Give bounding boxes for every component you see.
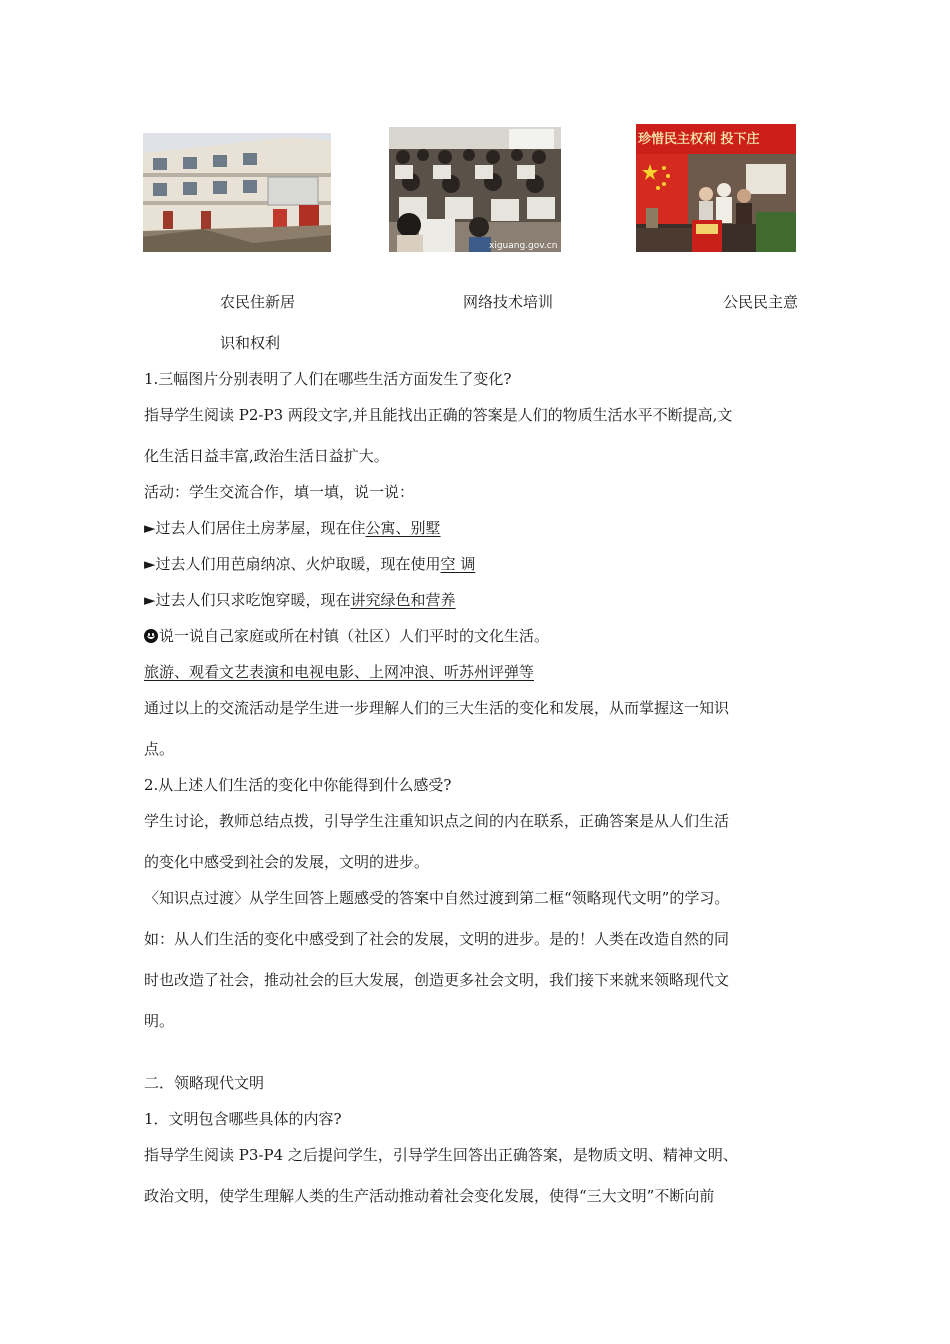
photo-caption-2: 网络技术培训 (463, 293, 554, 311)
paragraph-3-line-2: 的变化中感受到社会的发展，文明的进步。 (144, 853, 430, 871)
activity-heading: 活动：学生交流合作，填一填，说一说： (144, 483, 415, 501)
bullet-housing (144, 518, 441, 538)
paragraph-3-line-1: 学生讨论，教师总结点拨，引导学生注重知识点之间的内在联系，正确答案是从人们生活 (144, 812, 730, 830)
paragraph-6-line-2: 政治文明，使学生理解人类的生产活动推动着社会变化发展，使得“三大文明”不断向前 (144, 1187, 715, 1205)
talk-prompt-text: 说一说自己家庭或所在村镇（社区）人们平时的文化生活。 (159, 627, 550, 645)
paragraph-5-line-1: 如：从人们生活的变化中感受到了社会的发展，文明的进步。是的！人类在改造自然的同 (144, 930, 730, 948)
photo-caption-1: 农民住新居 (220, 293, 296, 311)
paragraph-5-line-2: 时也改造了社会，推动社会的巨大发展，创造更多社会文明，我们接下来就来领略现代文 (144, 971, 730, 989)
voting-booth-photo (636, 124, 796, 252)
voting-booth-icon (636, 124, 796, 252)
paragraph-5-line-3: 明。 (144, 1012, 175, 1030)
smiley-icon (144, 629, 158, 643)
transition-note: 〈知识点过渡〉从学生回答上题感受的答案中自然过渡到第二框“领略现代文明”的学习。 (144, 889, 730, 907)
section-2-heading: 二．领略现代文明 (144, 1074, 265, 1092)
question-1: 1.三幅图片分别表明了人们在哪些生活方面发生了变化? (144, 370, 512, 388)
bullet-cooling-answer: 空 调 (440, 555, 476, 573)
question-3: 1．文明包含哪些具体的内容? (144, 1110, 342, 1128)
bullet-cooling (144, 554, 475, 574)
paragraph-2-line-2: 点。 (144, 740, 175, 758)
photo-caption-3: 公民民主意 (723, 293, 799, 311)
photo-caption-3-wrap: 识和权利 (220, 334, 281, 352)
paragraph-1-line-1: 指导学生阅读 P2-P3 两段文字,并且能找出正确的答案是人们的物质生活水平不断提高,文 (144, 406, 733, 424)
paragraph-2-line-1: 通过以上的交流活动是学生进一步理解人们的三大生活的变化和发展，从而掌握这一知识 (144, 699, 730, 717)
paragraph-6-line-1: 指导学生阅读 P3-P4 之后提问学生，引导学生回答出正确答案，是物质文明、精神文明、 (144, 1146, 738, 1164)
apartment-building-photo (143, 133, 331, 252)
computer-classroom-photo (389, 127, 561, 252)
talk-prompt (144, 626, 549, 646)
bullet-food-text: ►过去人们只求吃饱穿暖，现在 (144, 591, 351, 609)
question-2: 2.从上述人们生活的变化中你能得到什么感受? (144, 776, 452, 794)
talk-answer: 旅游、观看文艺表演和电视电影、上网冲浪、听苏州评弹等 (144, 663, 535, 681)
paragraph-1-line-2: 化生活日益丰富,政治生活日益扩大。 (144, 447, 389, 465)
bullet-housing-answer: 公寓、别墅 (365, 519, 441, 537)
photo-banner: 珍惜民主权利 投下庄 (638, 132, 760, 147)
apartment-building-icon (143, 133, 331, 252)
bullet-cooling-text: ►过去人们用芭扇纳凉、火炉取暖，现在使用 (144, 555, 441, 573)
bullet-food-answer: 讲究绿色和营养 (350, 591, 456, 609)
bullet-housing-text: ►过去人们居住土房茅屋，现在住 (144, 519, 366, 537)
computer-classroom-icon (389, 127, 561, 252)
photo-watermark: xiguang.gov.cn (489, 241, 558, 251)
bullet-food (144, 590, 456, 610)
